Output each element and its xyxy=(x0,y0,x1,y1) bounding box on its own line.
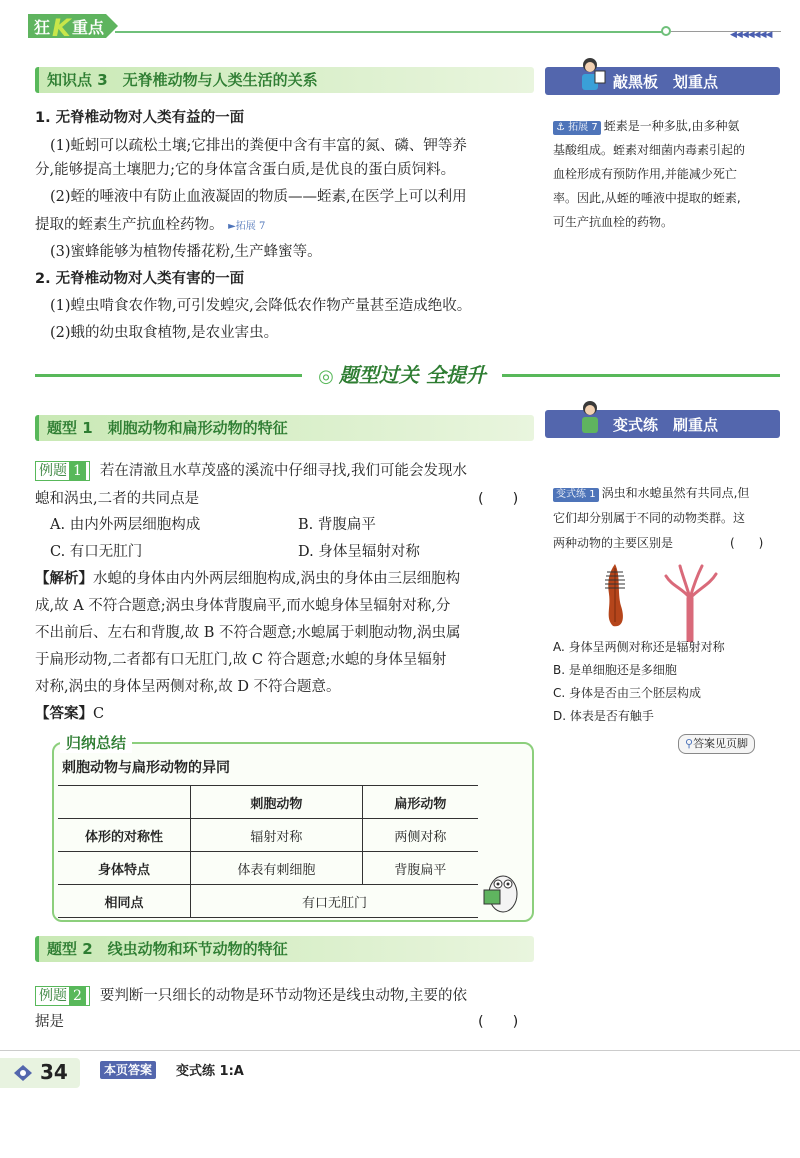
page-answer-tag: 本页答案 xyxy=(100,1061,156,1079)
comparison-table: 刺胞动物 扁形动物 体形的对称性 辐射对称 两侧对称 身体特点 体表有刺细胞 背腹扁平 相同点 有口无肛门 xyxy=(58,785,478,918)
type2-title-bar xyxy=(35,936,534,962)
practice-option-a[interactable]: A. 身体呈两侧对称还是辐射对称 xyxy=(553,640,725,654)
page-logo-icon xyxy=(12,1063,34,1083)
example2-answer-paren: ( ) xyxy=(478,1014,519,1030)
para-locust: (1)蝗虫啃食农作物,可引发蝗灾,会降低农作物产量甚至造成绝收。 xyxy=(50,298,472,314)
example2-question-line-1: 例题 2 要判断一只细长的动物是环节动物还是线虫动物,主要的依 xyxy=(35,985,467,1007)
analysis-line-2: 成,故 A 不符合题意;涡虫身体背腹扁平,而水螅身体呈辐射对称,分 xyxy=(35,598,451,614)
side-header-practice-title: 变式练 刷重点 xyxy=(613,416,719,434)
option-b[interactable]: B. 背腹扁平 xyxy=(298,517,376,533)
para-moth: (2)蛾的幼虫取食植物,是农业害虫。 xyxy=(50,325,279,341)
practice-question-line-2: 它们却分别属于不同的动物类群。这 xyxy=(553,511,746,525)
para-bee: (3)蜜蜂能够为植物传播花粉,生产蜂蜜等。 xyxy=(50,244,322,260)
example1-question-line-1: 例题 1 若在清澈且水草茂盛的溪流中仔细寻找,我们可能会发现水 xyxy=(35,460,467,482)
extension-note-line-2: 基酸组成。蛭素对细菌内毒素引起的 xyxy=(553,143,746,157)
analysis-line-1: 【解析】水螅的身体由内外两层细胞构成,涡虫的身体由三层细胞构 xyxy=(35,570,461,587)
reading-owl-icon xyxy=(478,862,528,916)
beneficial-heading: 1. 无脊椎动物对人类有益的一面 xyxy=(35,110,245,126)
option-c[interactable]: C. 有口无肛门 xyxy=(50,544,143,560)
header-arrows-icon: ◀◀◀◀◀◀◀ xyxy=(730,30,772,40)
table-row-common: 相同点 xyxy=(58,885,191,918)
flatworm-illustration xyxy=(595,562,635,630)
divider-title-box xyxy=(302,360,502,390)
side-header-practice xyxy=(545,410,780,438)
extension-note-line-3: 血栓形成有预防作用,并能减少死亡 xyxy=(553,167,737,181)
side-header-blackboard xyxy=(545,67,780,95)
analysis-line-3: 不出前后、左右和背腹,故 B 不符合题意;水螅属于刺胞动物,涡虫属 xyxy=(35,625,461,641)
table-row-symmetry: 体形的对称性 xyxy=(58,819,191,852)
practice-answer-paren: ( ) xyxy=(730,536,764,550)
student-figure-icon xyxy=(573,400,607,436)
example1-question-line-2: 螅和涡虫,二者的共同点是 xyxy=(35,491,200,507)
extension-note-line-5: 可生产抗血栓的药物。 xyxy=(553,215,674,229)
practice-question-line-3: 两种动物的主要区别是 xyxy=(553,536,674,550)
para-leech-1: (2)蛭的唾液中有防止血液凝固的物质——蛭素,在医学上可以利用 xyxy=(50,189,467,205)
section-title-bar xyxy=(35,67,534,93)
brand-logo xyxy=(28,6,128,46)
page-answer: 变式练 1:A xyxy=(176,1064,244,1079)
section-title: 知识点 3 无脊椎动物与人类生活的关系 xyxy=(47,71,318,89)
practice-option-d[interactable]: D. 体表是否有触手 xyxy=(553,709,654,723)
answer-line xyxy=(35,703,104,725)
practice-tag: 变式练 1 xyxy=(553,488,599,502)
example1-badge: 例题 1 xyxy=(35,461,90,481)
summary-tag: 归纳总结 xyxy=(60,732,132,753)
answer-value: C xyxy=(93,706,105,722)
svg-text:狂: 狂 xyxy=(34,18,51,37)
example1-answer-paren: ( ) xyxy=(478,491,519,507)
extension-note-line-1: ⚓ 拓展 7 蛭素是一种多肽,由多种氨 xyxy=(553,115,740,137)
example2-question-line-2: 据是 xyxy=(35,1014,64,1030)
header-rule xyxy=(115,31,663,33)
divider-title: 题型过关 全提升 xyxy=(338,363,486,387)
svg-text:K: K xyxy=(52,14,71,42)
practice-option-c[interactable]: C. 身体是否由三个胚层构成 xyxy=(553,686,702,700)
option-d[interactable]: D. 身体呈辐射对称 xyxy=(298,544,420,560)
type1-title: 题型 1 刺胞动物和扁形动物的特征 xyxy=(47,419,288,437)
svg-text:重点: 重点 xyxy=(72,18,105,37)
hydra-illustration xyxy=(660,562,720,642)
summary-title: 刺胞动物与扁形动物的异同 xyxy=(62,760,230,776)
side-header-blackboard-title: 敲黑板 划重点 xyxy=(613,73,719,91)
extension-link[interactable]: ►拓展 7 xyxy=(228,221,266,232)
teacher-figure-icon xyxy=(573,57,607,93)
pin-icon: ⚲ xyxy=(685,737,694,750)
para-earthworm-2: 分,能够提高土壤肥力;它的身体富含蛋白质,是优良的蛋白质饲料。 xyxy=(35,162,456,178)
table-col-cnidaria: 刺胞动物 xyxy=(191,786,363,819)
practice-option-b[interactable]: B. 是单细胞还是多细胞 xyxy=(553,663,677,677)
footer-rule xyxy=(0,1050,800,1051)
answer-hint-pill[interactable]: ⚲答案见页脚 xyxy=(678,734,755,754)
answer-label: 【答案】 xyxy=(35,705,93,722)
extension-tag: ⚓ 拓展 7 xyxy=(553,121,601,135)
type2-title: 题型 2 线虫动物和环节动物的特征 xyxy=(47,940,288,958)
table-row-features: 身体特点 xyxy=(58,852,191,885)
type1-title-bar xyxy=(35,415,534,441)
para-leech-2: 提取的蛭素生产抗血栓药物。 ►拓展 7 xyxy=(35,217,266,233)
table-col-flatworm: 扁形动物 xyxy=(362,786,478,819)
swirl-icon: ◎ xyxy=(318,366,334,387)
extension-note-line-4: 率。因此,从蛭的唾液中提取的蛭素, xyxy=(553,191,741,205)
harmful-heading: 2. 无脊椎动物对人类有害的一面 xyxy=(35,271,245,287)
practice-question-line-1: 变式练 1 涡虫和水螅虽然有共同点,但 xyxy=(553,482,749,504)
analysis-line-4: 于扁形动物,二者都有口无肛门,故 C 符合题意;水螅的身体呈辐射 xyxy=(35,652,447,668)
option-a[interactable]: A. 由内外两层细胞构成 xyxy=(50,517,201,533)
header-dot xyxy=(661,26,671,36)
analysis-label: 【解析】 xyxy=(35,570,93,587)
page-number: 34 xyxy=(40,1060,68,1084)
para-earthworm-1: (1)蚯蚓可以疏松土壤;它排出的粪便中含有丰富的氮、磷、钾等养 xyxy=(50,138,467,154)
analysis-line-5: 对称,涡虫的身体呈两侧对称,故 D 不符合题意。 xyxy=(35,679,341,695)
example2-badge: 例题 2 xyxy=(35,986,90,1006)
